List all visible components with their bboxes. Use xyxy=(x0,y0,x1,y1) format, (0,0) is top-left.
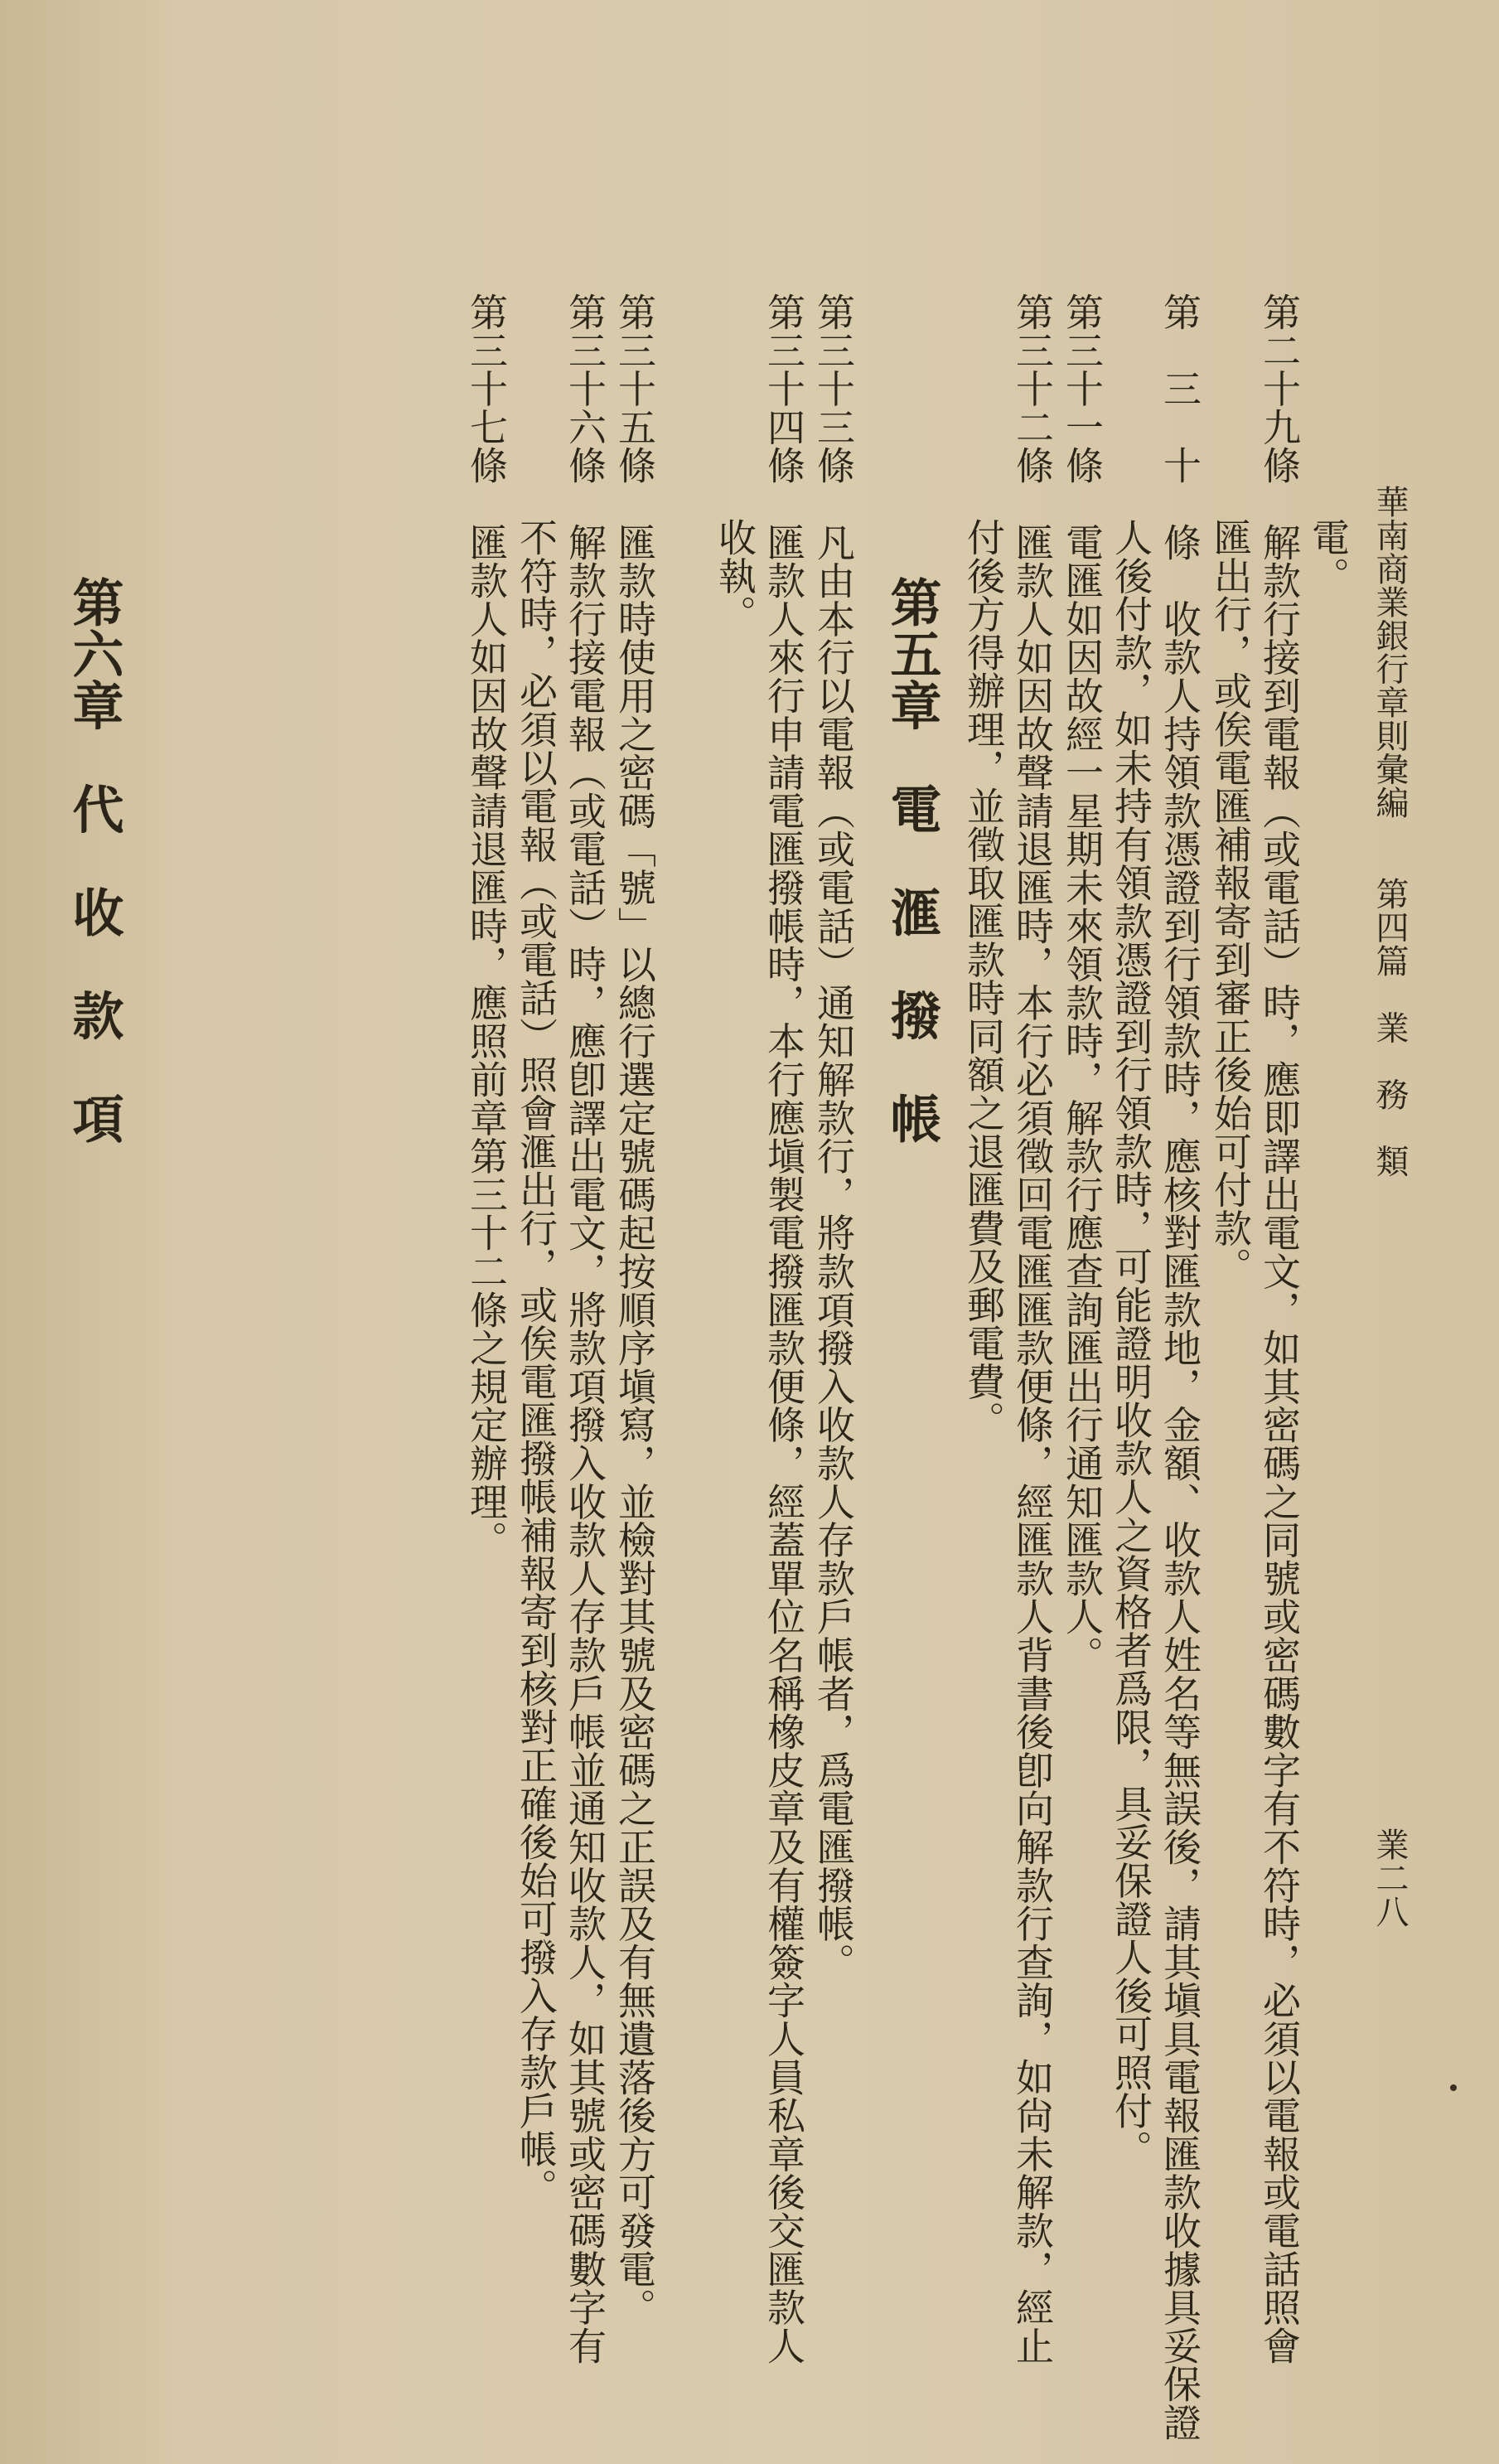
text-line: 付後方得辦理，並徵取匯款時同額之退匯費及郵電費。 xyxy=(961,518,1006,1440)
text-line: 電。 xyxy=(1306,518,1351,595)
page-number: 業二八 xyxy=(1371,1827,1409,1928)
article-33: 第三十三條 凡由本行以電報（或電話）通知解款行，將款項撥入收款人存款戶帳者，爲電匯撥帳。 xyxy=(811,293,856,1982)
article-29: 第二十九條 解款行接到電報（或電話）時，應即譯出電文，如其密碼之同號或密碼數字有不符時，必須以電報或電話照會 xyxy=(1257,293,1302,2365)
article-31: 第三十一條 電匯如因故經一星期未來領款時，解款行應查詢匯出行通知匯款人。 xyxy=(1060,293,1105,1674)
book-title: 華南商業銀行章則彙編 xyxy=(1371,485,1409,819)
article-35: 第三十五條 匯款時使用之密碼「號」以總行選定號碼起按順序塡寫，並檢對其號及密碼之正誤及有無遺落後方可發電。 xyxy=(612,293,657,2326)
text-line: 不符時，必須以電報（或電話）照會滙出行，或俟電匯撥帳補報寄到核對正確後始可撥入存款戶帳。 xyxy=(514,518,558,2207)
chapter-5-heading: 第五章 電 滙 撥 帳 xyxy=(882,576,942,1145)
bleed-through xyxy=(176,348,231,386)
text-line: 收執。 xyxy=(713,518,757,633)
section-title: 第四篇 業 務 類 xyxy=(1371,877,1409,1178)
chapter-6-heading: 第六章 代 收 款 項 xyxy=(64,576,124,1145)
article-32: 第三十二條 匯款人如因故聲請退匯時，本行必須徵回電匯匯款便條，經匯款人背書後卽向解款行查詢，如尙未解款，經止 xyxy=(1010,293,1055,2365)
article-34: 第三十四條 匯款人來行申請電匯撥帳時，本行應塡製電撥匯款便條，經蓋單位名稱橡皮章及有權簽字人員私章後交匯款人 xyxy=(762,293,806,2365)
article-30: 第 三 十 條 收款人持領款憑證到行領款時，應核對匯款地，金額、收款人姓名等無誤後，請其塡具電報匯款收據具妥保證 xyxy=(1158,293,1202,2442)
ink-speck xyxy=(1450,2084,1457,2091)
article-36: 第三十六條 解款行接電報（或電話）時，應卽譯出電文，將款項撥入收款人存款戶帳並通知收款人，如其號或密碼數字有 xyxy=(563,293,607,2365)
text-line: 匯出行，或俟電匯補報寄到審正後始可付款。 xyxy=(1208,518,1253,1285)
text-line: 人後付款，如未持有領款憑證到行領款時，可能證明收款人之資格者爲限，具妥保證人後可照付。 xyxy=(1109,518,1153,2168)
article-37: 第三十七條 匯款人如因故聲請退匯時，應照前章第三十二條之規定辦理。 xyxy=(464,293,509,1559)
